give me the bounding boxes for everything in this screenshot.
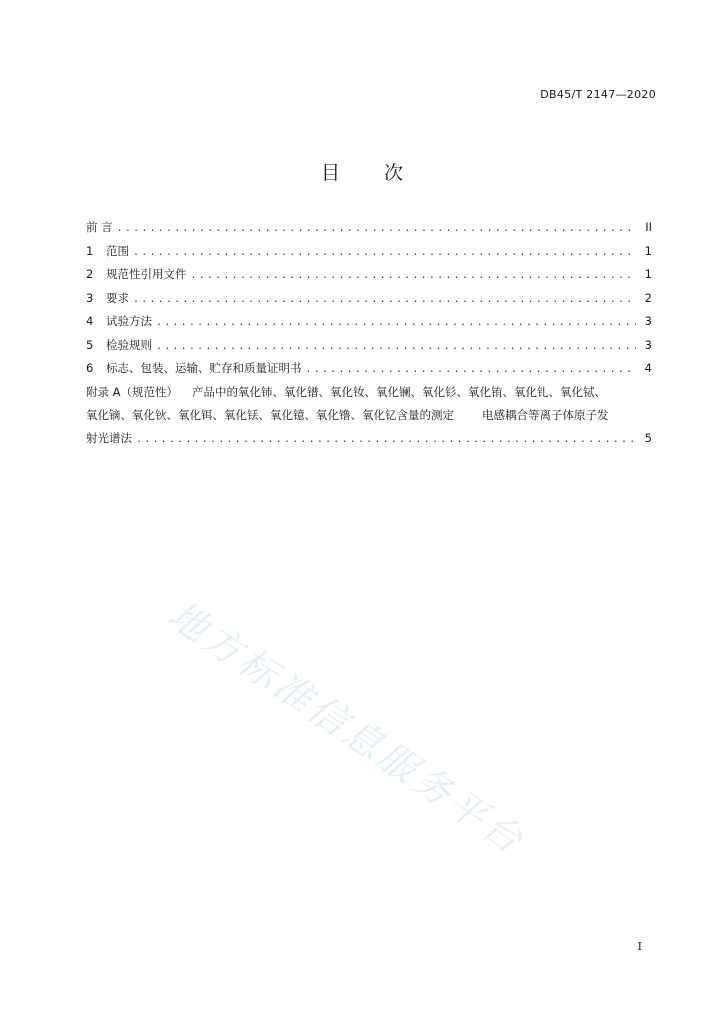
toc-entry-label: 检验规则 [106, 337, 152, 352]
toc-leader-dots [133, 288, 636, 312]
appendix-method-part-2: 射光谱法 [86, 430, 132, 445]
page-number: I [637, 940, 642, 953]
appendix-line-2 [86, 404, 652, 427]
toc-entry-number: 5 [86, 337, 94, 352]
toc-entry-foreword[interactable] [86, 216, 652, 240]
toc-entry-page: II [645, 220, 652, 234]
toc-entry-page: 3 [644, 314, 652, 328]
toc-entry-page: 1 [644, 267, 652, 281]
document-code: DB45/T 2147—2020 [540, 88, 656, 101]
toc-entry-number: 2 [86, 267, 94, 281]
appendix-title-part-1: 产品中的氧化铈、氧化镨、氧化钕、氧化镧、氧化钐、氧化铕、氧化钆、氧化铽、 [192, 384, 607, 399]
toc-leader-dots [133, 241, 636, 265]
table-of-contents [86, 216, 652, 450]
watermark: 地方标准信息服务平台 [160, 592, 534, 864]
appendix-line-1 [86, 381, 652, 404]
toc-entry-label: 要求 [106, 290, 129, 305]
toc-entry-scope[interactable] [86, 240, 652, 264]
toc-entry-page: 1 [644, 243, 652, 258]
toc-entry-inspection-rules[interactable] [86, 334, 652, 358]
toc-leader-dots [117, 217, 636, 241]
toc-entry-page: 5 [644, 430, 652, 445]
toc-entry-label: 前 言 [86, 220, 113, 234]
toc-leader-dots [306, 358, 637, 382]
toc-title-char-2: 次 [384, 162, 404, 184]
toc-entry-marking-packaging[interactable] [86, 357, 652, 381]
toc-entry-page: 4 [644, 361, 652, 375]
toc-leader-dots [156, 311, 636, 335]
toc-entry-normative-references[interactable] [86, 263, 652, 287]
toc-entry-label: 试验方法 [106, 314, 152, 328]
toc-leader-dots [136, 428, 636, 451]
toc-title-char-1: 目 [320, 162, 340, 184]
toc-entry-label: 规范性引用文件 [106, 267, 187, 281]
toc-entry-test-methods[interactable] [86, 310, 652, 334]
appendix-title-part-2: 氧化镝、氧化钬、氧化铒、氧化铥、氧化镱、氧化镥、氧化钇含量的测定 [86, 407, 454, 422]
toc-entry-number: 6 [86, 361, 94, 375]
toc-entry-number: 4 [86, 314, 94, 328]
toc-title [0, 158, 724, 185]
toc-entry-page: 2 [644, 290, 652, 305]
toc-entry-number: 3 [86, 290, 94, 305]
toc-entry-number: 1 [86, 243, 94, 258]
toc-leader-dots [156, 335, 636, 359]
toc-entry-label: 标志、包装、运输、贮存和质量证明书 [106, 361, 302, 375]
appendix-line-3 [86, 427, 652, 450]
toc-entry-requirements[interactable] [86, 287, 652, 311]
appendix-prefix: 附录 A（规范性） [86, 384, 179, 399]
toc-entry-page: 3 [644, 337, 652, 352]
toc-entry-label: 范围 [106, 243, 129, 258]
toc-leader-dots [191, 264, 637, 288]
appendix-method-part-1: 电感耦合等离子体原子发 [482, 407, 609, 422]
toc-entry-appendix-a[interactable] [86, 381, 652, 450]
